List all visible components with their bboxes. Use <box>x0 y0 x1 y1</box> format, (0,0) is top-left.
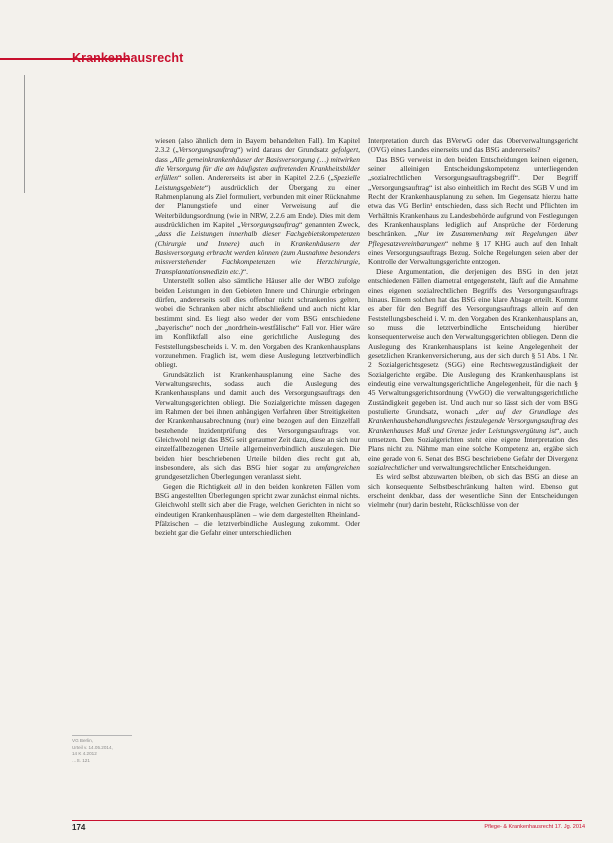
text-run: und verwaltungsrechtlicher Entscheidungen. <box>417 463 551 473</box>
text-column-left <box>155 136 360 538</box>
text-run: Das BSG verweist in den beiden Entscheidungen keinen eigenen, seiner alleinigen Entscheidungskompetenz unterliegenden „sozialrechtlichen Versorgungsauftragsbegriff“. Der Begriff „Versorgungsauftrag“ ist also einheitlich im Recht des SGB V und im Recht der Krankenhausplanung zu sehen. Im Gegensatz hierzu hatte etwa das VG Berlin <box>368 154 578 211</box>
text-run: “ genannten Zweck, „ <box>155 220 360 239</box>
emphasis-text: all <box>234 481 243 491</box>
paragraph <box>368 155 578 267</box>
emphasis-text: gefolgert <box>331 145 359 155</box>
emphasis-text: Spezielle Leistungsgebiete <box>155 173 360 192</box>
text-run: entschieden, dass sich Recht und Pflichten im Verhältnis Krankenhaus zu Landesbehörde aufgrund von Festlegungen des Krankenhausplans lediglich auf Ansprüche der Förderung beschränken. „ <box>368 201 578 239</box>
paragraph <box>155 136 360 276</box>
text-run: Interpretation durch das BVerwG oder das Oberverwaltungsgericht (OVG) eines Landes einerseits und das BSG andererseits? <box>368 136 578 155</box>
footnote-line: Urteil v. 14.05.2014, <box>72 744 113 750</box>
emphasis-text: umfangreichen <box>315 463 360 473</box>
page-number: 174 <box>72 823 86 832</box>
footnote <box>72 735 142 764</box>
paragraph <box>155 276 360 369</box>
paragraph <box>368 267 578 473</box>
text-run: “) ausdrücklich der Übergang zu einer Rahmenplanung als Ziel formuliert, verbunden mit einer Rücknahme der Planungstiefe und einer Verweisung auf die Weiterbildungsordnung (wie in NRW, 2.2.6 am Ende). Dies mit dem ausdrücklichen im Kapitel „ <box>155 182 360 230</box>
emphasis-text: Alle gemeinkrankenhäuser der Basisversorgung (…) mitwirken die Versorgung für die am häufigsten auftretenden Krankheitsbilder erfüllen <box>155 154 361 183</box>
text-run: “ nehme § 17 KHG auch auf den Inhalt eines Versorgungsauftrags Bezug. Solche Regelungen seien aber der Kontrolle der Verwaltungsgerichte entzogen. <box>368 238 578 267</box>
emphasis-text: der auf der Grundlage des Krankenhausbehandlungsrechts festzulegende Versorgungsauftrag des Krankenhauses Maß und Grenze jeder Leistungsvergütung ist <box>368 406 578 435</box>
paragraph <box>368 136 578 155</box>
text-run: “) wird daraus der Grundsatz <box>237 145 332 155</box>
text-run: “, auch umsetzen. Den Sozialgerichten steht eine eigene Interpretation des Plans nicht zu. Nähme man eine solche Kompetenz an, ergäbe sich eine gerade von 6. Senat des BSG beschriebene Gefahr der Divergenz <box>368 425 578 463</box>
text-run: Gegen die Richtigkeit <box>163 481 235 491</box>
text-run: ¹ <box>430 201 433 211</box>
text-run: Es wird selbst abzuwarten bleiben, ob sich das BSG an diese an sich konsequente Selbstbeschränkung halten wird. Ebenso gut erscheint denkbar, dass der wesentliche Sinn der Entscheidungen vielmehr (nur) darin besteht, Rückschlüsse von der <box>368 472 578 510</box>
text-run: Grundsätzlich ist Krankenhausplanung eine Sache des Verwaltungsrechts, sodass auch die Auslegung des Krankenhausplans und damit auch des Versorgungsauftrags den Verwaltungsgerichten obliegt. Die Sozialgerichte müssen dagegen im Rahmen der bei ihnen anhängigen Verfahren über Streitigkeiten der Krankenhausabrechnung (nur) eine bezogen auf den Einzelfall bestehende Inzidentprüfung des Versorgungsauftrags vor. Gleichwohl neigt das BSG seit geraumer Zeit dazu, diese an sich nur einzelfallbezogenen Urteile allgemeinverbindlich auszulegen. Die beiden hier beschriebenen Urteile bilden dies recht gut ab, insbesondere, als sich das BSG hier sogar zu <box>155 369 360 473</box>
emphasis-text: Versorgungsauftrag <box>240 220 300 230</box>
paragraph <box>155 482 360 538</box>
text-run: Diese Argumentation, die derjenigen des BSG in den jetzt entschiedenen Fällen diametral entgegensteht, läuft auf die Annahme eines eigenen sozialrechtlichen Begriffs des Versorgungsauftrags hinaus. Einem solchen hat das BSG eine klare Absage erteilt. Kommt es aber für den Begriff des Versorgungsauftrags allein auf den Feststellungsbescheid i. V. m. den Vorgaben des Krankenhausplans an, so muss die letztverbindliche Entscheidung hierüber konsequenterweise auch den Verwaltungsgerichten obliegen. Denn die Auslegung des Krankenhausplans ist keine Angelegenheit der gesetzlichen Krankenversicherung, aus der sich durch § 51 Abs. 1 Nr. 2 Sozialgerichtsgesetz (SGG) eine Rechtswegzuständigkeit der Sozialgerichte ergäbe. Die Auslegung des Krankenhausplans ist eindeutig eine verwaltungsgerichtliche Angelegenheit, für die nach § 45 Verwaltungsgerichtsordnung (VwGO) die verwaltungsgerichtliche Zuständigkeit gegeben ist. Und auch nur so lässt sich der vom BSG postulierte Grundsatz, wonach „ <box>368 266 578 416</box>
emphasis-text: sozialrechtlicher <box>368 463 418 473</box>
section-title: Krankenhausrecht <box>72 51 184 65</box>
text-run: wiesen (also ähnlich dem in Bayern behandelten Fall). Im Kapitel 2.3.2 („ <box>155 136 360 155</box>
text-run: grundgesetzlichen Überlegungen veranlasst sieht. <box>155 472 302 482</box>
footnote-line: 14 K 4.2012 <box>72 751 97 756</box>
text-column-right <box>368 136 578 510</box>
footnote-line: VG Berlin, <box>72 738 93 743</box>
emphasis-text: Versorgungsauftrag <box>178 145 238 155</box>
footer-rule <box>72 820 582 821</box>
text-run: Unterstellt sollen also sämtliche Häuser alle der WBO zufolge beiden Leistungen in den Gebieten Innere und Chirurgie erbringen dürfen, andererseits soll dies offenbar nicht schrankenlos gelten, wobei die Schranken aber nicht abschließend und auch nicht klar bestimmt sind. Es liegt also weder der vom BSG entschiedene „bayerische“ noch der „nordrhein-westfälische“ Fall vor. Hier wäre im Konfliktfall also eine gerichtliche Auslegung des Feststellungsbescheids i. V. m. den Vorgaben des Krankenhausplans vorzunehmen. Fraglich ist, wem diese Auslegung letztverbindlich obliegt. <box>155 276 360 370</box>
footnote-line: …S. 121 <box>72 757 90 763</box>
emphasis-text: Nur im Zusammenhang mit Regelungen über Pflegesatzvereinbarungen <box>368 229 578 248</box>
paragraph <box>155 370 360 482</box>
text-run: “. <box>242 266 249 276</box>
text-run: , dass „ <box>155 145 360 164</box>
margin-rule <box>24 75 25 193</box>
text-run: in den beiden konkreten Fällen vom BSG angestellten Überlegungen spricht zwar zunächst einmal nichts. Gleichwohl stellt sich aber die Frage, welchen Gerichten in nicht so eindeutigen Krankenhausplänen – wie dem dargestellten Rheinland-Pfälzischen – die letztverbindliche Auslegung zukommt. Oder bezieht gar die Gefahr einer unterschiedlichen <box>155 481 360 538</box>
emphasis-text: dass die Leistungen innerhalb dieser Fachgebietskompetenzen (Chirurgie und Innere) auch in Krankenhäusern der Basisversorgung erbracht werden können (zum Ausnahme besonders missverstehender Fachkompetenzen wie Herzchirurgie, Transplantationsmedizin etc.) <box>155 229 360 276</box>
paragraph <box>368 472 578 509</box>
footnote-rule <box>72 735 132 736</box>
text-run: “ sollen. Andererseits ist aber in Kapitel 2.2.6 („ <box>178 173 334 183</box>
journal-name: Pflege- & Krankenhausrecht 17. Jg. 2014 <box>484 824 585 830</box>
